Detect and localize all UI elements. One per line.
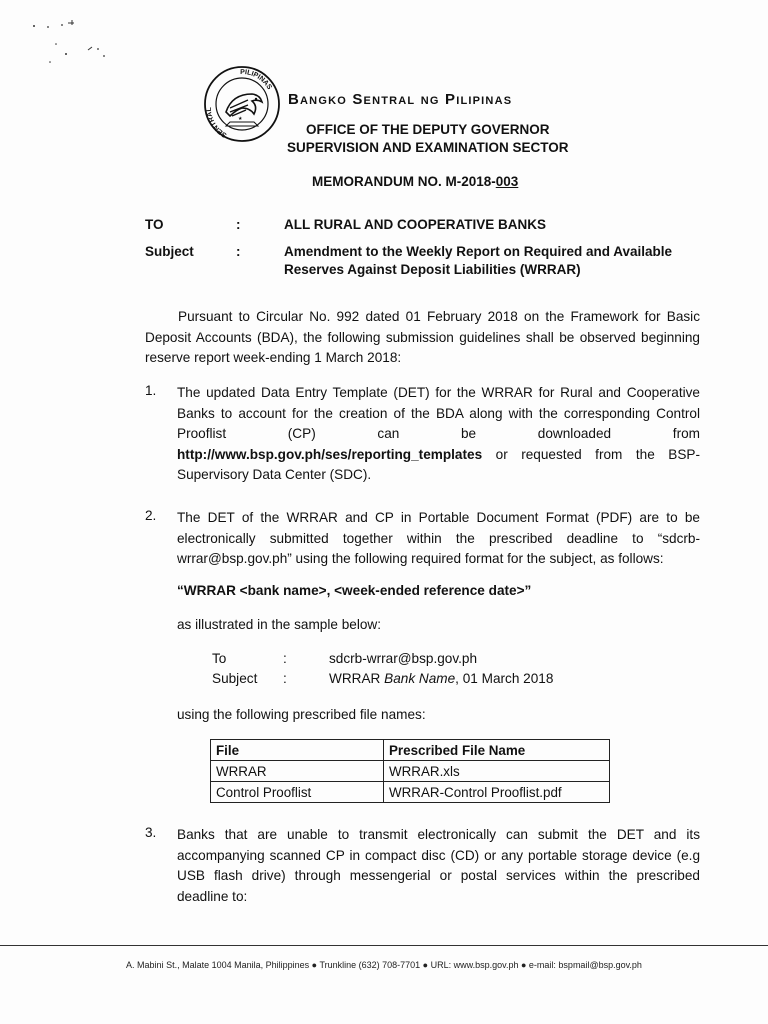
item-1-line-4 <box>177 445 700 466</box>
subject-format: “WRRAR <bank name>, <week-ended reference date>” <box>177 583 532 598</box>
memo-prefix: MEMORANDUM NO. M-2018- <box>312 174 496 189</box>
table-cell: WRRAR <box>211 761 384 782</box>
item-2-line-2: electronically submitted together within the prescribed deadline to “sdcrb- <box>177 530 700 546</box>
file-names-table <box>210 739 610 803</box>
item-1-line-1: The updated Data Entry Template (DET) for the WRRAR for Rural and Cooperative <box>177 385 700 400</box>
scan-specks <box>28 14 138 74</box>
sample-subject-suffix: , 01 March 2018 <box>455 671 554 686</box>
item-2 <box>177 508 700 570</box>
item-3-line-4: deadline to: <box>177 888 248 904</box>
sample-subject-colon: : <box>283 671 287 686</box>
intro-paragraph <box>145 307 700 369</box>
footer-separator: ● <box>420 960 431 970</box>
to-value: ALL RURAL AND COOPERATIVE BANKS <box>284 217 547 232</box>
item-3-number: 3. <box>145 825 157 840</box>
subject-colon: : <box>236 244 241 259</box>
sample-subject-bank-name: Bank Name <box>384 671 456 686</box>
to-colon: : <box>236 217 241 232</box>
sample-to-label: To <box>212 651 227 666</box>
item-1-line-5: Supervisory Data Center (SDC). <box>177 467 372 482</box>
item-1-line-3: Prooflist (CP) can be downloaded from <box>177 426 700 441</box>
intro-line-3: reserve report week-ending 1 March 2018: <box>145 350 402 365</box>
bsp-seal-logo <box>202 64 282 144</box>
item-1 <box>177 383 700 486</box>
table-header-row <box>211 740 610 761</box>
table-row <box>211 782 610 803</box>
memorandum-number <box>312 174 518 189</box>
svg-text:★: ★ <box>238 116 243 122</box>
subject-label: Subject <box>145 244 194 259</box>
table-row <box>211 761 610 782</box>
seal-text-top: PILIPINAS <box>240 68 273 91</box>
table-cell: WRRAR-Control Prooflist.pdf <box>384 782 610 803</box>
item-1-line-2: Banks to account for the creation of the BDA along with the corresponding Control <box>177 405 700 421</box>
item-2-line-3: wrrar@bsp.gov.ph” using the following required format for the subject, as follows: <box>177 551 664 566</box>
table-cell: WRRAR.xls <box>384 761 610 782</box>
templates-url-link[interactable]: http://www.bsp.gov.ph/ses/reporting_templates <box>177 446 483 462</box>
sample-to-value: sdcrb-wrrar@bsp.gov.ph <box>329 651 478 666</box>
footer-separator: ● <box>309 960 320 970</box>
filenames-intro: using the following prescribed file names: <box>177 707 426 722</box>
item-3-line-3: USB flash drive) through messengerial or postal services within the prescribed <box>177 868 700 883</box>
item-1-number: 1. <box>145 383 157 398</box>
illustrated-text: as illustrated in the sample below: <box>177 617 382 632</box>
footer-contact <box>0 960 768 970</box>
subject-line-2: Reserves Against Deposit Liabilities (WRRAR) <box>284 262 581 277</box>
sample-subject-prefix: WRRAR <box>329 671 385 686</box>
footer-url[interactable]: URL: www.bsp.gov.ph <box>430 960 519 970</box>
sector-title: SUPERVISION AND EXAMINATION SECTOR <box>287 140 569 155</box>
sample-subject-value <box>329 669 553 690</box>
table-header-file: File <box>211 740 384 761</box>
to-label: TO <box>145 217 164 232</box>
table-cell: Control Prooflist <box>211 782 384 803</box>
bank-name: Bangko Sentral ng Pilipinas <box>288 91 513 108</box>
footer-separator: ● <box>518 960 529 970</box>
intro-line-1: Pursuant to Circular No. 992 dated 01 February 2018 on the Framework for Basic <box>178 309 700 324</box>
item-3-line-1: Banks that are unable to transmit electronically can submit the DET and its <box>177 827 700 842</box>
sample-subject-label: Subject <box>212 671 258 686</box>
item-2-number: 2. <box>145 508 157 523</box>
sample-to-colon: : <box>283 651 287 666</box>
footer-email[interactable]: e-mail: bspmail@bsp.gov.ph <box>528 960 642 970</box>
svg-text:PILIPINAS <box>240 69 273 91</box>
item-1-line-4-rest: or requested from the BSP- <box>482 446 700 462</box>
intro-line-2: Deposit Accounts (BDA), the following submission guidelines shall be observed beginning <box>145 329 700 345</box>
table-header-prescribed: Prescribed File Name <box>384 740 610 761</box>
footer-divider <box>0 945 768 946</box>
seal-text-left: SENTRAL <box>205 106 229 139</box>
footer-address: A. Mabini St., Malate 1004 Manila, Philippines <box>126 960 310 970</box>
item-3-line-2: accompanying scanned CP in compact disc (CD) or any portable storage device (e.g <box>177 847 700 863</box>
office-title: OFFICE OF THE DEPUTY GOVERNOR <box>306 122 550 137</box>
footer-trunkline: Trunkline (632) 708-7701 <box>319 960 421 970</box>
memo-number: 003 <box>495 174 519 189</box>
subject-line-1: Amendment to the Weekly Report on Required and Available <box>284 244 673 259</box>
item-2-line-1: The DET of the WRRAR and CP in Portable Document Format (PDF) are to be <box>177 510 700 525</box>
item-3 <box>177 825 700 907</box>
